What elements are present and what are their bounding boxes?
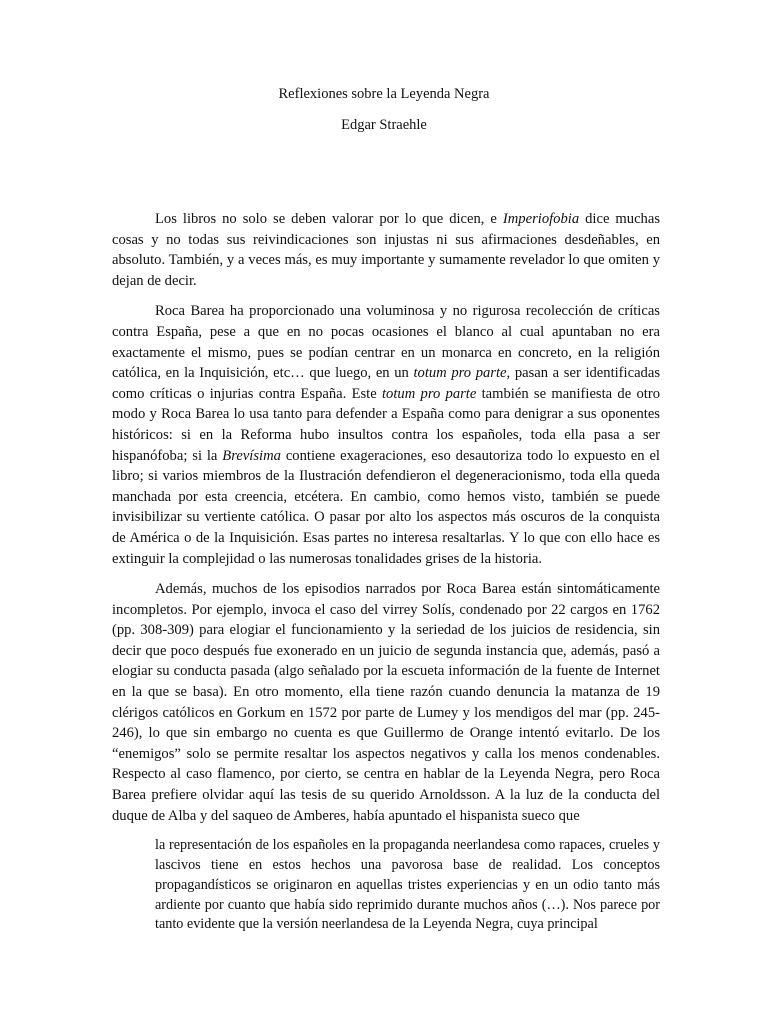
paragraph-text: también se manifiesta de otro modo y Roca Barea lo usa tanto para defender a España como para denigrar a sus oponentes históricos: si en la Reforma hubo insultos contra los españoles, toda ella pasa a ser hispanófoba; si la xyxy=(112,385,660,464)
paragraph-3: Además, muchos de los episodios narrados por Roca Barea están sintomáticamente incompletos. Por ejemplo, invoca el caso del virrey Solís, condenado por 22 cargos en 1762 (pp. 308-309) para elogiar el funcionamiento y la seriedad de los juicios de residencia, sin decir que poco después fue exonerado en un juicio de segunda instancia que, además, pasó a elogiar su conducta pasada (algo señalado por la escueta información de la fuente de Internet en la que se basa). En otro momento, ella tiene razón cuando denuncia la matanza de 19 clérigos católicos en Gorkum en 1572 por parte de Lumey y los mendigos del mar (pp. 245-246), lo que sin embargo no cuenta es que Guillermo de Orange intentó evitarlo. De los “enemigos” solo se permite resaltar los aspectos negativos y calla los menos condenables. Respecto al caso flamenco, por cierto, se centra en hablar de la Leyenda Negra, pero Roca Barea prefiere olvidar aquí las tesis de su querido Arnoldsson. A la luz de la conducta del duque de Alba y del saqueo de Amberes, había apuntado el hispanista sueco que xyxy=(112,581,660,824)
book-title-italic: Imperiofobia xyxy=(502,211,580,227)
paragraph-text: , pasan a ser identificadas como críticas o injurias contra España. Este xyxy=(112,365,660,402)
paragraph-text: Roca Barea ha proporcionado una voluminosa y no rigurosa recolección de críticas contra España, pese a que en no pocas ocasiones el blanco al cual apuntaban no era exactamente el mismo, pues se podían centrar en un monarca en concreto, en la religión católica, en la Inquisición, etc… que luego, en un xyxy=(112,303,660,382)
document-title: Reflexiones sobre la Leyenda Negra xyxy=(278,86,490,102)
latin-phrase-italic: totum pro parte xyxy=(382,385,477,402)
block-quote xyxy=(155,836,660,935)
document-author: Edgar Straehle xyxy=(341,117,427,133)
paragraph-text: contiene exageraciones, eso desautoriza todo lo expuesto en el libro; si varios miembros de la Ilustración defendieron el degeneracionismo, toda ella queda manchada por esta creencia, etcétera. En cambio, como hemos visto, también se puede invisibilizar su vertiente católica. O pasar por alto los aspectos más oscuros de la conquista de América o de la Inquisición. Esas partes no interesa resaltarlas. Y lo que con ello hace es extinguir la complejidad o las numerosas tonalidades grises de la historia. xyxy=(112,447,660,567)
document-body xyxy=(112,209,660,935)
paragraph-1 xyxy=(112,209,660,291)
paragraph-text: dice muchas cosas y no todas sus reivindicaciones son injustas ni sus afirmaciones desdeñables, en absoluto. También, y a veces más, es muy importante y sumamente revelador lo que omiten y dejan de decir. xyxy=(112,211,660,289)
paragraph-2 xyxy=(112,301,660,569)
latin-phrase-italic: totum pro parte xyxy=(413,365,507,382)
quote-text: la representación de los españoles en la propaganda neerlandesa como rapaces, crueles y lascivos tiene en estos hechos una pavorosa base de realidad. Los conceptos propagandísticos se originaron en aquellas tristes experiencias y en un odio tanto más ardiente por cuanto que había sido reprimido durante muchos años (…). Nos parece por tanto evidente que la versión neerlandesa de la Leyenda Negra, cuya principal xyxy=(155,837,660,933)
book-title-italic: Brevísima xyxy=(222,447,281,464)
paragraph-text: Los libros no solo se deben valorar por lo que dicen, e xyxy=(155,211,503,227)
